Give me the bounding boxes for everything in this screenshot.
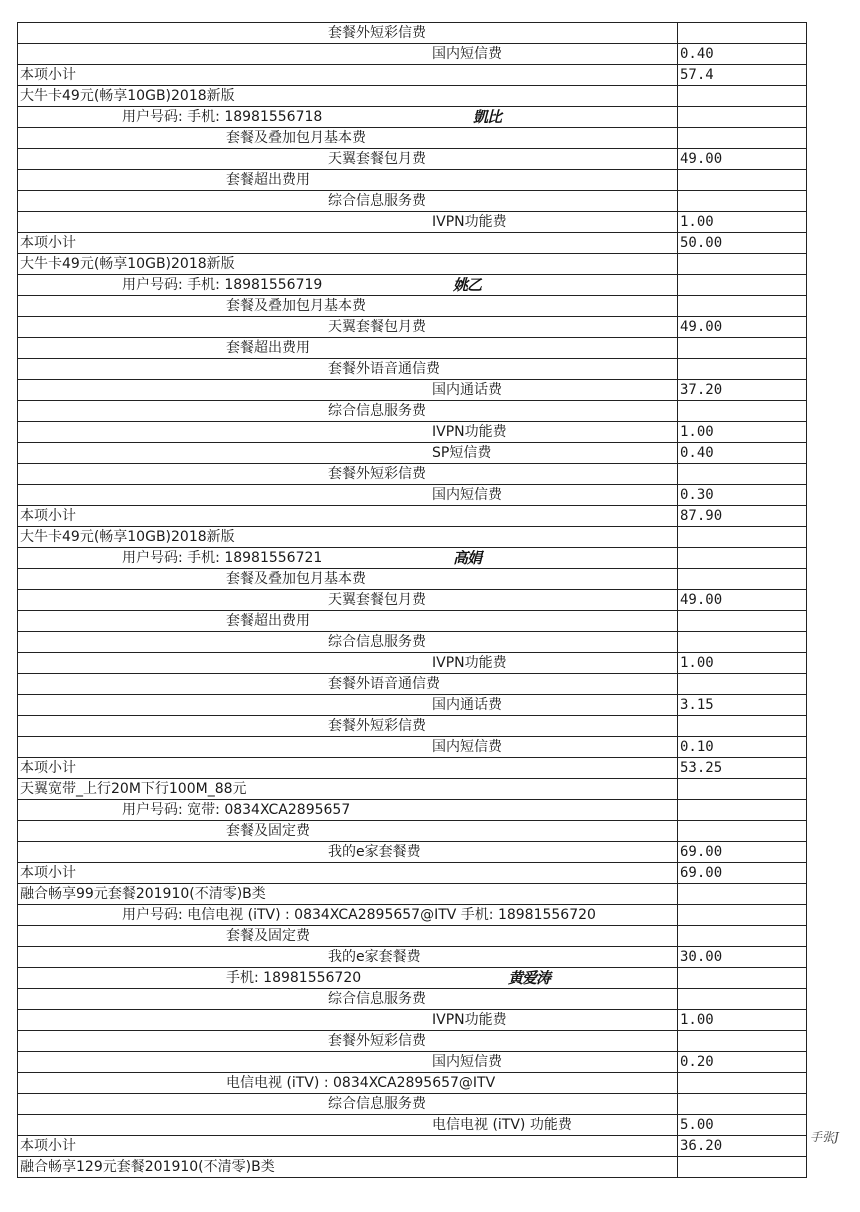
item-description [18, 737, 678, 758]
table-row [18, 884, 807, 905]
amount-cell [678, 800, 807, 821]
amount-cell [678, 464, 807, 485]
table-row [18, 590, 807, 611]
description-text: 我的e家套餐费 [328, 949, 421, 965]
subtotal-label [18, 1136, 678, 1157]
table-row [18, 128, 807, 149]
description-text: 本项小计 [20, 235, 76, 251]
subtotal-row [18, 758, 807, 779]
description-text: 国内通话费 [432, 697, 502, 713]
description-text: 套餐超出费用 [226, 340, 310, 356]
amount-cell: 53.25 [678, 758, 807, 779]
item-description [18, 653, 678, 674]
amount-cell [678, 1073, 807, 1094]
table-row [18, 968, 807, 989]
table-row [18, 380, 807, 401]
description-text: 用户号码: 手机: 18981556719 [122, 277, 323, 293]
table-row [18, 212, 807, 233]
table-row [18, 695, 807, 716]
description-text: 国内通话费 [432, 382, 502, 398]
amount-cell [678, 338, 807, 359]
item-description [18, 1073, 678, 1094]
amount-cell: 0.40 [678, 44, 807, 65]
table-row [18, 821, 807, 842]
item-description [18, 359, 678, 380]
item-description [18, 170, 678, 191]
item-description [18, 989, 678, 1010]
amount-cell: 87.90 [678, 506, 807, 527]
item-description [18, 548, 678, 569]
amount-cell: 57.4 [678, 65, 807, 86]
item-description [18, 422, 678, 443]
item-description [18, 632, 678, 653]
description-text: 手机: 18981556720 [226, 970, 362, 986]
table-row [18, 254, 807, 275]
item-description [18, 464, 678, 485]
description-text: 融合畅享129元套餐201910(不清零)B类 [20, 1159, 275, 1175]
item-description [18, 779, 678, 800]
description-text: 本项小计 [20, 508, 76, 524]
table-row [18, 674, 807, 695]
amount-cell [678, 884, 807, 905]
description-text: 套餐及叠加包月基本费 [226, 298, 366, 314]
item-description [18, 254, 678, 275]
subtotal-label [18, 758, 678, 779]
description-text: IVPN功能费 [432, 655, 507, 671]
item-description [18, 296, 678, 317]
item-description [18, 1157, 678, 1178]
description-text: 套餐超出费用 [226, 172, 310, 188]
table-row [18, 359, 807, 380]
handwritten-signature: 高娟 [453, 549, 482, 567]
item-description [18, 191, 678, 212]
table-row [18, 1115, 807, 1136]
item-description [18, 926, 678, 947]
table-row [18, 1157, 807, 1178]
subtotal-label [18, 506, 678, 527]
billing-rows [18, 23, 807, 1178]
amount-cell [678, 821, 807, 842]
item-description [18, 380, 678, 401]
description-text: IVPN功能费 [432, 1012, 507, 1028]
item-description [18, 317, 678, 338]
amount-cell [678, 527, 807, 548]
description-text: 天翼套餐包月费 [328, 319, 426, 335]
amount-cell [678, 191, 807, 212]
amount-cell: 49.00 [678, 590, 807, 611]
table-row [18, 737, 807, 758]
item-description [18, 128, 678, 149]
table-row [18, 800, 807, 821]
description-text: 用户号码: 手机: 18981556718 [122, 109, 323, 125]
item-description [18, 1115, 678, 1136]
amount-cell: 1.00 [678, 422, 807, 443]
table-row [18, 485, 807, 506]
table-row [18, 317, 807, 338]
amount-cell [678, 170, 807, 191]
handwritten-signature: 凱比 [473, 108, 502, 126]
description-text: 套餐外语音通信费 [328, 676, 440, 692]
amount-cell [678, 107, 807, 128]
table-row [18, 1094, 807, 1115]
table-row [18, 1031, 807, 1052]
table-row [18, 842, 807, 863]
amount-cell: 49.00 [678, 149, 807, 170]
amount-cell [678, 275, 807, 296]
description-text: SP短信费 [432, 445, 492, 461]
table-row [18, 611, 807, 632]
table-row [18, 422, 807, 443]
item-description [18, 1052, 678, 1073]
item-description [18, 968, 678, 989]
description-text: 综合信息服务费 [328, 1096, 426, 1112]
table-row [18, 191, 807, 212]
amount-cell [678, 1157, 807, 1178]
description-text: 套餐及叠加包月基本费 [226, 130, 366, 146]
handwritten-signature: 黄爱涛 [508, 969, 551, 987]
amount-cell [678, 1094, 807, 1115]
description-text: 套餐外短彩信费 [328, 466, 426, 482]
item-description [18, 149, 678, 170]
description-text: IVPN功能费 [432, 424, 507, 440]
handwritten-margin-note: 手张J [810, 1130, 839, 1144]
amount-cell: 0.40 [678, 443, 807, 464]
table-row [18, 989, 807, 1010]
description-text: IVPN功能费 [432, 214, 507, 230]
description-text: 国内短信费 [432, 739, 502, 755]
amount-cell: 49.00 [678, 317, 807, 338]
amount-cell [678, 779, 807, 800]
table-row [18, 1073, 807, 1094]
amount-cell: 1.00 [678, 212, 807, 233]
description-text: 套餐外短彩信费 [328, 1033, 426, 1049]
description-text: 国内短信费 [432, 487, 502, 503]
description-text: 天翼套餐包月费 [328, 592, 426, 608]
subtotal-row [18, 863, 807, 884]
description-text: 综合信息服务费 [328, 634, 426, 650]
description-text: 国内短信费 [432, 46, 502, 62]
description-text: 电信电视 (iTV) : 0834XCA2895657@ITV [226, 1075, 496, 1091]
item-description [18, 107, 678, 128]
item-description [18, 1094, 678, 1115]
amount-cell [678, 569, 807, 590]
description-text: 天翼套餐包月费 [328, 151, 426, 167]
description-text: 大牛卡49元(畅享10GB)2018新版 [20, 529, 235, 545]
amount-cell [678, 926, 807, 947]
amount-cell: 0.20 [678, 1052, 807, 1073]
subtotal-row [18, 1136, 807, 1157]
amount-cell: 1.00 [678, 1010, 807, 1031]
item-description [18, 44, 678, 65]
amount-cell: 69.00 [678, 863, 807, 884]
table-row [18, 716, 807, 737]
item-description [18, 716, 678, 737]
table-row [18, 926, 807, 947]
amount-cell [678, 128, 807, 149]
handwritten-signature: 姚乙 [453, 276, 482, 294]
item-description [18, 884, 678, 905]
description-text: 综合信息服务费 [328, 991, 426, 1007]
description-text: 套餐及固定费 [226, 928, 310, 944]
description-text: 套餐外短彩信费 [328, 25, 426, 41]
table-row [18, 653, 807, 674]
description-text: 本项小计 [20, 865, 76, 881]
description-text: 用户号码: 手机: 18981556721 [122, 550, 323, 566]
amount-cell [678, 611, 807, 632]
description-text: 套餐及叠加包月基本费 [226, 571, 366, 587]
table-row [18, 44, 807, 65]
description-text: 用户号码: 电信电视 (iTV) : 0834XCA2895657@ITV 手机: 18981556720 [122, 907, 596, 923]
amount-cell [678, 716, 807, 737]
table-row [18, 338, 807, 359]
description-text: 电信电视 (iTV) 功能费 [432, 1117, 572, 1133]
amount-cell [678, 359, 807, 380]
description-text: 融合畅享99元套餐201910(不清零)B类 [20, 886, 266, 902]
table-row [18, 296, 807, 317]
subtotal-label [18, 65, 678, 86]
subtotal-row [18, 65, 807, 86]
amount-cell [678, 86, 807, 107]
amount-cell [678, 548, 807, 569]
item-description [18, 842, 678, 863]
amount-cell: 30.00 [678, 947, 807, 968]
amount-cell: 50.00 [678, 233, 807, 254]
description-text: 套餐外语音通信费 [328, 361, 440, 377]
table-row [18, 107, 807, 128]
description-text: 本项小计 [20, 1138, 76, 1154]
amount-cell: 1.00 [678, 653, 807, 674]
amount-cell: 0.30 [678, 485, 807, 506]
description-text: 国内短信费 [432, 1054, 502, 1070]
subtotal-row [18, 233, 807, 254]
amount-cell: 5.00 [678, 1115, 807, 1136]
table-row [18, 569, 807, 590]
subtotal-label [18, 863, 678, 884]
table-row [18, 86, 807, 107]
billing-detail-table [17, 22, 807, 1178]
description-text: 综合信息服务费 [328, 403, 426, 419]
item-description [18, 212, 678, 233]
subtotal-row [18, 506, 807, 527]
item-description [18, 611, 678, 632]
amount-cell [678, 296, 807, 317]
item-description [18, 947, 678, 968]
item-description [18, 86, 678, 107]
description-text: 本项小计 [20, 760, 76, 776]
item-description [18, 1010, 678, 1031]
amount-cell: 69.00 [678, 842, 807, 863]
amount-cell [678, 401, 807, 422]
item-description [18, 485, 678, 506]
item-description [18, 23, 678, 44]
item-description [18, 674, 678, 695]
table-row [18, 548, 807, 569]
table-row [18, 23, 807, 44]
amount-cell [678, 1031, 807, 1052]
table-row [18, 149, 807, 170]
table-row [18, 632, 807, 653]
item-description [18, 821, 678, 842]
table-row [18, 1010, 807, 1031]
amount-cell [678, 23, 807, 44]
item-description [18, 800, 678, 821]
amount-cell [678, 254, 807, 275]
description-text: 套餐超出费用 [226, 613, 310, 629]
description-text: 套餐外短彩信费 [328, 718, 426, 734]
amount-cell [678, 632, 807, 653]
item-description [18, 275, 678, 296]
table-row [18, 170, 807, 191]
table-row [18, 779, 807, 800]
amount-cell: 0.10 [678, 737, 807, 758]
table-row [18, 464, 807, 485]
amount-cell: 36.20 [678, 1136, 807, 1157]
table-row [18, 401, 807, 422]
amount-cell [678, 989, 807, 1010]
item-description [18, 695, 678, 716]
table-row [18, 947, 807, 968]
table-row [18, 1052, 807, 1073]
item-description [18, 338, 678, 359]
item-description [18, 1031, 678, 1052]
description-text: 大牛卡49元(畅享10GB)2018新版 [20, 256, 235, 272]
amount-cell [678, 905, 807, 926]
description-text: 综合信息服务费 [328, 193, 426, 209]
amount-cell [678, 968, 807, 989]
item-description [18, 527, 678, 548]
description-text: 套餐及固定费 [226, 823, 310, 839]
table-row [18, 905, 807, 926]
description-text: 用户号码: 宽带: 0834XCA2895657 [122, 802, 351, 818]
description-text: 我的e家套餐费 [328, 844, 421, 860]
amount-cell: 37.20 [678, 380, 807, 401]
amount-cell: 3.15 [678, 695, 807, 716]
description-text: 本项小计 [20, 67, 76, 83]
subtotal-label [18, 233, 678, 254]
table-row [18, 275, 807, 296]
item-description [18, 401, 678, 422]
description-text: 大牛卡49元(畅享10GB)2018新版 [20, 88, 235, 104]
item-description [18, 443, 678, 464]
amount-cell [678, 674, 807, 695]
table-row [18, 443, 807, 464]
item-description [18, 569, 678, 590]
description-text: 天翼宽带_上行20M下行100M_88元 [20, 781, 247, 797]
table-row [18, 527, 807, 548]
item-description [18, 905, 678, 926]
item-description [18, 590, 678, 611]
